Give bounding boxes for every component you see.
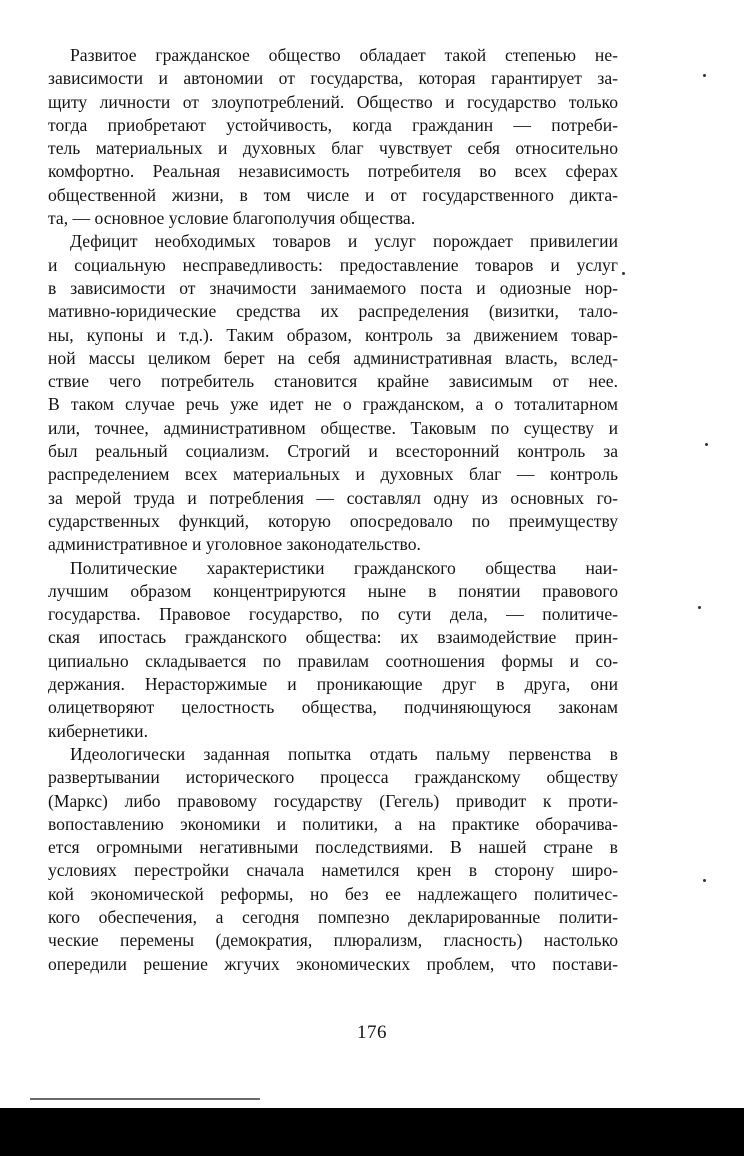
text-line: Политические характеристики гражданского общества наи- [70, 557, 618, 578]
text-line: или, точнее, административном обществе. Таковым по существу и [48, 417, 618, 438]
text-line: развертывании исторического процесса гражданскому обществу [48, 767, 618, 788]
text-line: распределением всех материальных и духовных благ — контроль [48, 464, 618, 485]
text-line: мативно-юридические средства их распределения (визитки, тало- [48, 301, 618, 322]
scan-speck [703, 879, 706, 882]
text-line: кой экономической реформы, но без ее надлежащего политичес- [48, 883, 618, 904]
text-line: тель материальных и духовных благ чувствует себя относительно [48, 138, 618, 159]
text-line: кибернетики. [48, 720, 148, 741]
text-line: зависимости и автономии от государства, которая гарантирует за- [48, 68, 618, 89]
text-line: ческие перемены (демократия, плюрализм, гласность) настолько [48, 930, 618, 951]
text-line: кого обеспечения, а сегодня помпезно декларированные полити- [48, 906, 618, 927]
text-line: общественной жизни, в том числе и от государственного дикта- [48, 184, 618, 205]
text-line: ной массы целиком берет на себя административная власть, вслед- [48, 347, 618, 368]
scan-speck [703, 74, 706, 77]
text-line: сударственных функций, которую опосредовало по преимуществу [48, 510, 618, 531]
text-line: ется огромными негативными последствиями. В нашей стране в [48, 837, 618, 858]
text-line: в зависимости от значимости занимаемого поста и одиозные нор- [48, 277, 618, 298]
text-line: и социальную несправедливость: предоставление товаров и услуг [48, 254, 618, 275]
text-line: Дефицит необходимых товаров и услуг порождает привилегии [70, 231, 618, 252]
scan-bottom-border [0, 1108, 744, 1156]
paragraph-4 [48, 743, 618, 976]
text-line: за мерой труда и потребления — составлял одну из основных го- [48, 487, 618, 508]
paragraph-2 [48, 230, 618, 556]
text-line: та, — основное условие благополучия общества. [48, 208, 416, 229]
text-line: Развитое гражданское общество обладает такой степенью не- [70, 45, 618, 65]
text-line: держания. Нерасторжимые и проникающие друг в друга, они [48, 674, 618, 695]
text-line: государства. Правовое государство, по сути дела, — политиче- [48, 604, 618, 625]
text-line: опередили решение жгучих экономических проблем, что постави- [48, 953, 618, 974]
text-line: тогда приобретают устойчивость, когда гражданин — потреби- [48, 114, 618, 135]
text-line: ствие чего потребитель становится крайне зависимым от нее. [48, 371, 618, 392]
text-line: ципиально складывается по правилам соотношения формы и со- [48, 650, 618, 671]
body-text [48, 44, 618, 976]
text-line: В таком случае речь уже идет не о гражданском, а о тоталитарном [48, 394, 618, 415]
text-line: был реальный социализм. Строгий и всесторонний контроль за [48, 441, 618, 462]
scan-speck [705, 443, 708, 446]
text-line: олицетворяют целостность общества, подчиняющуюся законам [48, 697, 618, 718]
page-number: 176 [357, 1022, 387, 1043]
text-line: вопоставлению экономики и политики, а на практике оборачива- [48, 813, 618, 834]
scan-speck [698, 606, 701, 609]
scan-speck [622, 272, 625, 275]
text-line: лучшим образом концентрируются ныне в понятии правового [48, 580, 618, 601]
text-line: щиту личности от злоупотреблений. Общество и государство только [48, 91, 618, 112]
text-line: ская ипостась гражданского общества: их взаимодействие прин- [48, 627, 618, 648]
paragraph-1 [48, 44, 618, 230]
paragraph-3 [48, 557, 618, 743]
text-line: комфортно. Реальная независимость потребителя во всех сферах [48, 161, 618, 182]
scan-smudge [30, 1098, 260, 1100]
text-line: ны, купоны и т.д.). Таким образом, контроль за движением товар- [48, 324, 618, 345]
text-line: (Маркс) либо правовому государству (Гегель) приводит к проти- [48, 790, 618, 811]
text-line: условиях перестройки сначала наметился крен в сторону широ- [48, 860, 618, 881]
text-line: Идеологически заданная попытка отдать пальму первенства в [70, 743, 618, 764]
text-line: административное и уголовное законодательство. [48, 534, 421, 555]
